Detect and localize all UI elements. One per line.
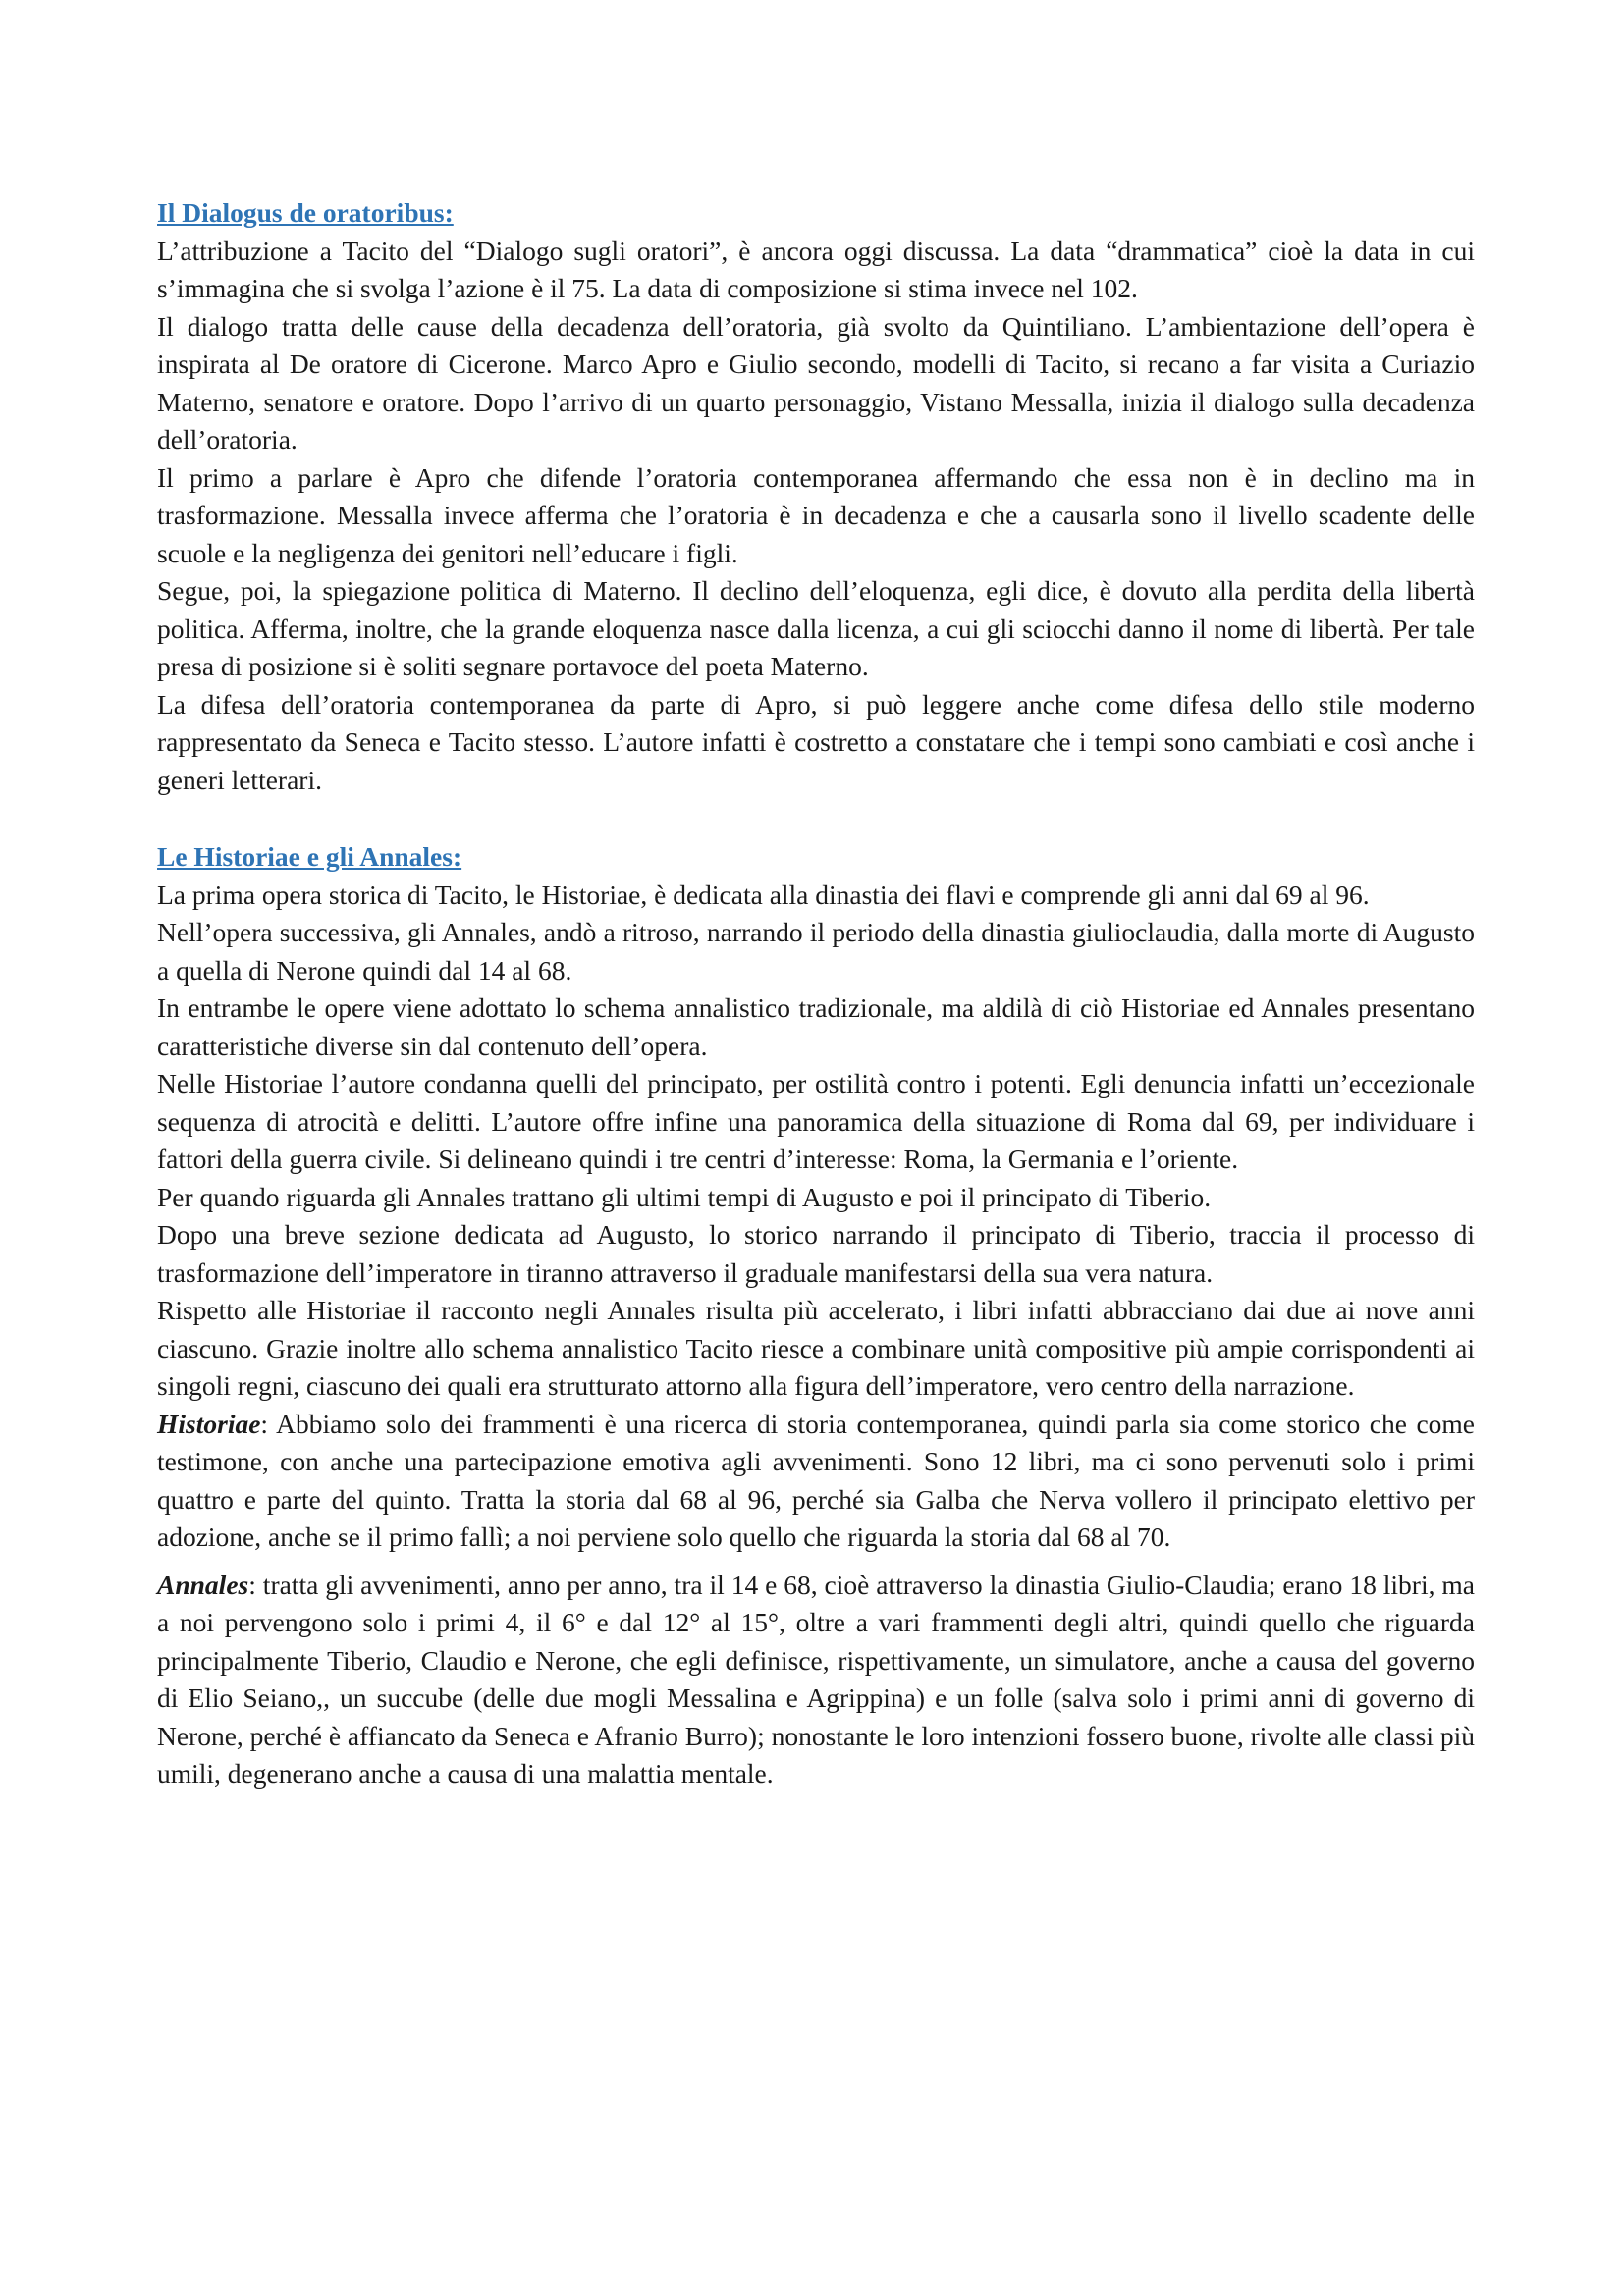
paragraph: La prima opera storica di Tacito, le Historiae, è dedicata alla dinastia dei flavi e comprende gli anni dal 69 al 96. — [157, 879, 1370, 910]
paragraph: Il primo a parlare è Apro che difende l’oratoria contemporanea affermando che essa non è in declino ma in trasformazione. Messalla invece afferma che l’oratoria è in decadenza e che a causarla sono il livello scadente delle scuole e la negligenza dei genitori nell’educare i figli. — [157, 461, 1475, 568]
paragraph-annales — [157, 1567, 1475, 1793]
paragraph: Nelle Historiae l’autore condanna quelli del principato, per ostilità contro i potenti. Egli denuncia infatti un’eccezionale sequenza di atrocità e delitti. L’autore offre infine una panoramica della situazione di Roma dal 69, per individuare i fattori della guerra civile. Si delineano quindi i tre centri d’interesse: Roma, la Germania e l’oriente. — [157, 1068, 1475, 1174]
term-label: Historiae — [157, 1408, 261, 1439]
section-historiae-annales — [157, 838, 1475, 1793]
paragraph: L’attribuzione a Tacito del “Dialogo sugli oratori”, è ancora oggi discussa. La data “drammatica” cioè la data in cui s’immagina che si svolga l’azione è il 75. La data di composizione si stima invece nel 102. — [157, 235, 1475, 303]
paragraph: In entrambe le opere viene adottato lo schema annalistico tradizionale, ma aldilà di ciò Historiae ed Annales presentano caratteristiche diverse sin dal contenuto dell’opera. — [157, 992, 1475, 1061]
paragraph-text: : tratta gli avvenimenti, anno per anno, tra il 14 e 68, cioè attraverso la dinastia Giulio-Claudia; erano 18 libri, ma a noi pervengono solo i primi 4, il 6° e dal 12° al 15°, oltre a vari frammenti degli altri, quindi quello che riguarda principalmente Tiberio, Claudio e Nerone, che egli definisce, rispettivamente, un simulatore, anche a causa del governo di Elio Seiano,, un succube (delle due mogli Messalina e Agrippina) e un folle (salva solo i primi anni di governo di Nerone, perché è affiancato da Seneca e Afranio Burro); nonostante le loro intenzioni fossero buone, rivolte alle classi più umili, degenerano anche a causa di una malattia mentale. — [157, 1569, 1475, 1789]
paragraph: Il dialogo tratta delle cause della decadenza dell’oratoria, già svolto da Quintiliano. L’ambientazione dell’opera è inspirata al De oratore di Cicerone. Marco Apro e Giulio secondo, modelli di Tacito, si recano a far visita a Curiazio Materno, senatore e oratore. Dopo l’arrivo di un quarto personaggio, Vistano Messalla, inizia il dialogo sulla decadenza dell’oratoria. — [157, 310, 1475, 454]
paragraph-historiae — [157, 1406, 1475, 1557]
document-page — [157, 194, 1475, 1793]
paragraph: Rispetto alle Historiae il racconto negli Annales risulta più accelerato, i libri infatti abbracciano dai due ai nove anni ciascuno. Grazie inoltre allo schema annalistico Tacito riesce a combinare unità compositive più ampie corrispondenti ai singoli regni, ciascuno dei quali era strutturato attorno alla figura dell’imperatore, vero centro della narrazione. — [157, 1295, 1475, 1401]
term-label: Annales — [157, 1569, 249, 1600]
paragraph: Dopo una breve sezione dedicata ad Augusto, lo storico narrando il principato di Tiberio, traccia il processo di trasformazione dell’imperatore in tiranno attraverso il graduale manifestarsi della sua vera natura. — [157, 1219, 1475, 1288]
paragraph: Segue, poi, la spiegazione politica di Materno. Il declino dell’eloquenza, egli dice, è dovuto alla perdita della libertà politica. Afferma, inoltre, che la grande eloquenza nasce dalla licenza, a cui gli sciocchi danno il nome di libertà. Per tale presa di posizione si è soliti segnare portavoce del poeta Materno. — [157, 575, 1475, 681]
paragraph: Per quando riguarda gli Annales trattano gli ultimi tempi di Augusto e poi il principato di Tiberio. — [157, 1181, 1212, 1212]
paragraph-text: : Abbiamo solo dei frammenti è una ricerca di storia contemporanea, quindi parla sia come storico che come testimone, con anche una partecipazione emotiva agli avvenimenti. Sono 12 libri, ma ci sono pervenuti solo i primi quattro e parte del quinto. Tratta la storia dal 68 al 96, perché sia Galba che Nerva vollero il principato elettivo per adozione, anche se il primo fallì; a noi perviene solo quello che riguarda la storia dal 68 al 70. — [157, 1408, 1475, 1552]
paragraph: La difesa dell’oratoria contemporanea da parte di Apro, si può leggere anche come difesa dello stile moderno rappresentato da Seneca e Tacito stesso. L’autore infatti è costretto a constatare che i tempi sono cambiati e così anche i generi letterari. — [157, 688, 1475, 795]
section-dialogus — [157, 194, 1475, 799]
section-heading: Le Historiae e gli Annales: — [157, 841, 462, 872]
paragraph: Nell’opera successiva, gli Annales, andò a ritroso, narrando il periodo della dinastia giulioclaudia, dalla morte di Augusto a quella di Nerone quindi dal 14 al 68. — [157, 917, 1475, 986]
section-heading: Il Dialogus de oratoribus: — [157, 197, 454, 228]
